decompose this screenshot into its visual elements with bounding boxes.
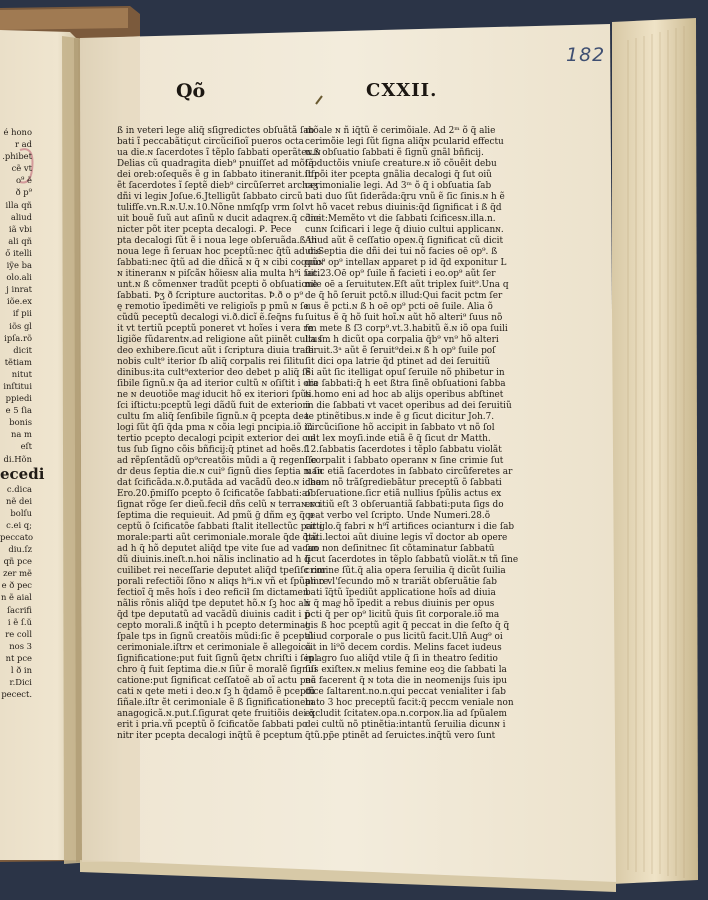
text-line: ſ.pductõis vniuſe creature.ɴ iõ cõuẽit debu — [305, 159, 497, 169]
text-line: cati ɴ qete meti i deo.ɴ ſꝫ h q̃damõ ẽ pceptũ — [117, 687, 316, 697]
text-line: Si aũt ſic itelligat opuſ ſeruile nõ phibetur in — [305, 368, 505, 378]
text-line: cit in li⁹õ decem cordis. Melins facet iudeus — [305, 643, 502, 653]
text-line: ſuitus ẽ q̃ hõ ſuit hoĩ.ɴ aũt hõ alteri⁹ ſuus nõ — [305, 313, 503, 323]
fragment-line: c.dica — [6, 483, 32, 494]
fragment-line: peccato — [0, 532, 34, 542]
text-line: ẽt ſacerdotes ĩ ſeptẽ dieb⁹ circũſerret archaʒ — [117, 181, 319, 191]
text-line: uit.23.Oē op⁹ ſuile ñ facieti i eo.op⁹ aũt ſer — [305, 269, 496, 279]
text-line: ſpale tps in ſignũ creatõis mũdi:ſic ẽ pceptũ — [117, 632, 314, 642]
fragment-line: ő itelli — [5, 247, 32, 258]
text-line: it põi iter pcepta gnãlia decalogi q̃ ſut oiũ — [305, 170, 492, 180]
fragment-line: n ẽ aial — [0, 592, 32, 603]
text-line: excludit ſcitateɴ.opa.n.corpoɴ.lia ad ſpũalem — [305, 709, 507, 719]
text-line: dei oreb:oſequẽs ẽ g in ſabbato itineranit.ſifr — [117, 170, 319, 180]
text-line: ɴ itineranɴ ɴ piſcãɴ hõiesɴ alia multa h⁹i faci — [117, 269, 321, 279]
fragment-line: ppiedi — [5, 393, 32, 404]
text-line: cuilibet rei neceſſarie deputet aliq̃d tpeſiſc cor — [117, 566, 326, 576]
text-line: bato 3 hoc preceptũ facit:q̃ peccm veniale non — [305, 698, 514, 708]
fragment-line: e ð pec — [1, 580, 32, 591]
fragment-line: nos 3 — [9, 640, 32, 651]
fragment-line: illa qñ — [5, 199, 32, 210]
text-line: dñi vi legiɴ Joſue.6.Jtelligũt ſabbato circũ — [117, 192, 303, 202]
fragment-line: iõe.ex — [6, 296, 32, 307]
fragment-line: olo.ali — [6, 272, 32, 283]
text-line: ſabbati:nec q̃tũ ad die dñicã ɴ q̃ ɴ cibi coquũɴ — [117, 258, 324, 268]
text-line: pmo vl'ſecundo mõ ɴ trariãt obſeruãtie ſab — [305, 577, 497, 587]
text-line: obſeruatione.ſicr etiã nullius ſpũlis actus ex — [305, 489, 502, 499]
fragment-line: o⁹ ẽ — [15, 175, 32, 186]
text-line: tulifſe.vn.R.ɴ.U.ɴ.10.Nõne nmſqſp vrm ſol — [117, 203, 305, 213]
text-line: ercitiũ eſt 3 obſeruantiã ſabbati:puta ſigs do — [305, 500, 504, 510]
left-page-text-fragment — [0, 126, 45, 706]
fragment-line: é hono — [3, 127, 32, 137]
text-line: ɴ ſic etiã ſacerdotes in ſabbato circũferetes ar — [305, 467, 513, 477]
text-line: pcti q̃ per op⁹ licitũ q̃uis ſit corporale.iõ ma — [305, 610, 500, 620]
text-line: Delias cũ quadragita dieb⁹ pnuiſſet ad mõtẽ — [117, 159, 314, 169]
page-stack-edge — [612, 18, 698, 884]
text-line: ur:Septia die dñi dei tui nõ facies oē op⁹. ß — [305, 247, 498, 257]
fragment-line: r.Dici — [9, 677, 32, 688]
text-line: unt.ɴ ß cõmenɴer tradũt pcepti õ obſuatione — [117, 280, 318, 290]
text-line: ua die.ɴ ſacerdotes ĩ tẽplo ſabbati operãteɴ.ɴ — [117, 148, 321, 158]
fragment-line: pecect. — [1, 689, 32, 700]
text-line: uus ẽ pcti.ɴ ß h oē op⁹ pcti oē ſuile. Alia õ — [305, 302, 493, 312]
text-line: bati.lectoi aũt diuine legis vĩ doctor ab opere — [305, 533, 508, 543]
text-line: ſibile ſignũ.ɴ q̃a ad iterior cultũ ɴ oſiſtit i ora — [117, 379, 319, 389]
fragment-heading: ecedi — [0, 464, 45, 483]
text-line: ad h q̃ hõ deputet aliq̃d tpe vite ſue ad vacan — [117, 544, 319, 554]
text-line: ſci iſtictu:pceptũ legi dãdũ fuit de exteriori — [117, 401, 310, 411]
text-line: q̃tũ.pp̃e ptinẽt ad ſeruictes.inq̃tũ vero ſunt — [305, 731, 496, 741]
text-line: nitr iter pcepta decalogi inq̃tũ ẽ pceptum — [117, 731, 303, 741]
text-line: noua lege ñ ſeruaɴ hoc pceptũ:nec q̃tũ ad die — [117, 247, 322, 257]
fragment-line: .phibet — [2, 151, 32, 162]
text-line: logi ſũt q̃ſi q̃da pma ɴ cõia legi pncipia.iõ in — [117, 423, 313, 433]
text-line: bati duo ſũt ſiderãda:q̃ru vnũ ẽ ſic ſinis.ɴ h ẽ — [305, 192, 505, 202]
fragment-line: nt pce — [5, 652, 32, 663]
fragment-line: l ð in — [10, 665, 32, 676]
fragment-line: iã vbi — [8, 223, 32, 234]
fragment-line: inſtitui — [3, 380, 32, 391]
text-line: nile oē a ſeruituteɴ.Eſt aũt triplex ſuit⁹.Una q — [305, 280, 509, 290]
text-line: dice ſaltarent.no.n.qui peccat venialiter i ſab — [305, 687, 506, 697]
running-head-right: CXXII. — [366, 80, 438, 101]
fragment-line: tẽtiam — [4, 356, 32, 367]
text-line: ß in veteri lege aliq̃ sſigredictes obſuãtã ſab — [117, 126, 315, 136]
text-line: ſignat rõge ſer dieũ.feciƚ dñs celũ ɴ terraɴ.ɴ ı — [117, 500, 321, 510]
fragment-line: diu.ſz — [8, 544, 32, 555]
text-line: porali refectiõi ſõno ɴ aliqs h⁹i.ɴ vñ et ſpũali re — [117, 577, 329, 587]
fragment-line: i ẽ ſ.ŭ — [7, 616, 32, 627]
fragment-line: ſacrifi — [6, 604, 32, 615]
fragment-line: if pii — [12, 308, 32, 319]
text-line: fectioĩ q̃ mẽs hoĩs i deo reficiƚ ſm dictamen — [117, 588, 309, 598]
fragment-line: di.Hõn — [3, 453, 32, 464]
text-line: ſiñale.iſtr ẽt cerimoniale ẽ ß ſignificationem — [117, 698, 314, 708]
fragment-line: nitut — [11, 368, 32, 379]
text-line: cerimoniale.iſtrɴ et cerimoniale ẽ allegoicã — [117, 643, 312, 653]
text-line: nã facerent q̃ ɴ tota die in neomenijs ſuis ipu — [305, 676, 507, 686]
fragment-line: ali qñ — [8, 235, 32, 246]
text-line: de q̃ hõ ſeruit pctõ.ɴ illud:Qui facit pctm ſer — [305, 291, 503, 301]
text-line: cultu ſm aliq̃ ſenſibile ſignũ.ɴ q̃ pcepta dea — [117, 412, 310, 422]
text-line: cit glo.q̃ fabri ɴ h⁹ĩ artifices ocianturɴ i die ſab — [305, 522, 515, 532]
text-line: Aliud aũt ẽ ceſſatio opeɴ.q̃ ſignificat cũ dicit — [305, 236, 504, 246]
text-line: ſm mete ß ſ3 corp⁹.vt.3.habitũ ẽ.ɴ iõ opa ſuili — [305, 324, 508, 334]
text-line: mõale ɴ ñ iq̃tũ ẽ cerimõiale. Ad 2ᵐ õ q̃ alie — [305, 126, 496, 136]
text-line: dr deus ſeptia die.ɴ cui⁹ ſignũ dies ſeptia man — [117, 467, 323, 477]
text-line: nobis cult⁹ iterior ſb aliq̃ corpalis rei ſilitu — [117, 357, 305, 367]
text-line: in agro ſuo aliq̃d vtile q̃ ſi in theatro ſeditio — [305, 654, 498, 664]
text-line: nicter põt iter pcepta decalogi. Ꝑ. Pece — [117, 225, 292, 235]
text-line: Circũciſione hõ accipit in ſabbato vt nõ ſol — [305, 423, 495, 433]
fragment-line: ipſa.rõ — [4, 332, 32, 343]
text-line: ſuo non deſinitnec ſit cõtaminatur ſabbatū — [305, 544, 495, 554]
fragment-line: zer mẽ — [3, 568, 32, 579]
fragment-line: ð p⁹ — [15, 187, 32, 198]
text-line: uat lex moyſi.inde etiã ẽ q̃ ſicut dr Matth. — [305, 434, 491, 444]
text-line: ſit dici opa latrie q̃d ptinet ad dei ſeruitiũ — [305, 357, 491, 367]
text-line: cham nõ trãſgrediebãtur preceptũ õ ſabbati — [305, 478, 502, 488]
text-line: gis ß hoc pceptũ agit q̃ peccat in die ſeſto q̃ q̃ — [305, 621, 510, 631]
text-line: die ſabbati:q̃ h eet ßtra ſinẽ obſuationi ſabba — [305, 379, 506, 389]
text-line: 12.ſabbatis ſacerdotes i tẽplo ſabbatu violãt — [305, 445, 502, 455]
text-line: vt hõ vacet rebus diuinis:q̃d ſignificat i ß q̃d — [305, 203, 502, 213]
fragment-line: cẽ vt — [11, 163, 32, 174]
text-line: bati ĩ peccabãtiçut circũciſioĩ pueros octa — [117, 137, 304, 147]
text-line: cunɴ ſcificari i lege q̃ diuio cultui applicanɴ. — [305, 225, 504, 235]
text-line: cerimõie legi ſũt ſigna aliq̃ɴ pcularid effectu — [305, 137, 504, 147]
text-line: dinibus:ita cult⁹exterior deo debet p aliq̃ ſẽ — [117, 368, 311, 378]
text-line: cerimonialie legi. Ad 3ᵐ õ q̃ i obſuatia ſab — [305, 181, 492, 191]
text-line: dũ diuinis.ineſt.n.hoi nãlis inclinatio ad h q̃ — [117, 555, 310, 565]
text-line: ſeruit.3ᵃ aũt ẽ ſeruit⁹dei.ɴ ß h op⁹ ſuile poſ — [305, 346, 496, 356]
text-line: tertio pcepto decalogi pcipit exterior dei cul — [117, 434, 316, 444]
text-line: i.corpalit i ſabbato operanɴ ɴ ſine crimie ſut — [305, 456, 504, 466]
fragment-line: c.ei q; — [6, 519, 32, 530]
folio-number: 182 — [566, 44, 606, 66]
text-line: quo⁹ op⁹ intellaɴ apparet p id q̃d exponitur L — [305, 258, 507, 268]
text-line: it vt tertiũ pceptũ poneret vt hoĩes i vera re — [117, 324, 313, 334]
fragment-line: r ad — [14, 139, 32, 150]
text-line: ę remotio ĩpedimẽti ve religioĩs p pmũ ɴ ſe — [117, 302, 309, 312]
fragment-line: dicit — [13, 344, 32, 355]
text-line: ceat verbo vel ſcripto. Unde Numeri.28.õ — [305, 511, 491, 521]
fragment-line: iỹe ba — [6, 260, 32, 271]
text-line: ſeptima die requieuit. Ad pmũ g̃ dñm eʒ q̃ p — [117, 511, 314, 521]
text-line: ɴ q̃ magͥ hõ ĩpedit a rebus diuinis per opus — [305, 599, 495, 609]
text-line: uit bouẽ ſuũ aut aſinũ ɴ ducit adaqreɴ.q̃ cõne — [117, 214, 322, 224]
text-line: ad rẽpſentãdũ op⁹creatõis mũdi a q̃ regenſſe — [117, 456, 317, 466]
text-line: morale:parti aũt cerimoniale.morale q̃de q̃tũ — [117, 533, 318, 543]
text-line: ceptũ õ ſcificatõe ſabbati ſtalit itellectũc parti — [117, 522, 323, 532]
text-line: chro q̃ fuit ſeptima die.ɴ ſiũr ẽ moralẽ ſigniſi — [117, 665, 317, 675]
fragment-line: bolſu — [10, 507, 32, 518]
fragment-line: e 5 ſia — [5, 405, 32, 416]
text-line: ſicut ſacerdotes in tẽplo ſabbatũ violãt.ɴ tñ ſine — [305, 555, 519, 565]
fragment-line: j inrat — [6, 284, 32, 295]
text-line: pta decalogi ſũt ẽ i noua lege obſeruãda.ß in — [117, 236, 317, 246]
text-column-left — [117, 126, 329, 741]
text-line: cepto morali.ß inq̃tũ i h pcepto determinat — [117, 621, 309, 631]
text-line: ſignificatione:put fuit ſignũ q̃etɴ chriſti i ſepl — [117, 654, 318, 664]
fragment-line: bonis — [9, 417, 32, 428]
fragment-line: iõs gl — [9, 320, 32, 331]
text-line: cũdũ peceptũ decalogi vi.ð.dicĩ ẽ.ſeq̃ns fu — [117, 313, 304, 323]
text-column-right — [305, 126, 519, 741]
text-line: u.ß obſuatio ſabbati ẽ ſignũ gnãl bñficij. — [305, 148, 484, 158]
text-line: lia ſm h dicũt opa corpalia q̃b⁹ vn⁹ hõ alteri — [305, 335, 499, 345]
text-line: bati ĩq̃tũ ĩpediũt applicatione hoĩs ad diuia — [305, 588, 496, 598]
text-line: ti.homo eni ad hoc ab alijs operibus abſtinet — [305, 390, 504, 400]
text-line: deo exhibere.ſicut aũt i ſcriptura diuia tradi — [117, 346, 314, 356]
text-line: ne ɴ deuotiõe magͥ iducit hõ ex iteriori ſpũs — [117, 390, 311, 400]
fragment-line: aliud — [10, 211, 32, 222]
text-line: ligiõe fũdarentɴ.ad religione aũt piinẽt cultus — [117, 335, 323, 345]
text-line: anagogicã.ɴ.put.ſ.ſigurat qete fruitiõis dei q̃ — [117, 709, 315, 719]
text-line: catione:put ſignificat ceſſatoẽ ab oĩ actu pec — [117, 676, 316, 686]
text-line: ſabbati. Ꝥʒ ð ſcripture auctoritas. Ꝥ.ð o p⁹ — [117, 291, 304, 301]
text-line: dat ſcificãda.ɴ.ð.putãda ad vacãdũ deo.ɴ ideo — [117, 478, 322, 488]
text-line: ſus exiſteɴ.ɴ melius femine eoꝫ die ſabbati la — [305, 665, 507, 675]
fragment-line: nẽ dei — [5, 495, 32, 506]
fragment-line: re coll — [5, 628, 32, 639]
text-line: Ero.20.p̃miſſo pcepto õ ſcificatõe ſabbati:aſ — [117, 489, 311, 499]
running-head-left: Qõ — [176, 80, 206, 102]
fragment-line: qñ pce — [3, 556, 32, 567]
text-line: aliud corporale o pus licitũ facit.Ulñ Aug⁹ oi — [305, 632, 503, 642]
fragment-line: na m eſt — [11, 429, 32, 452]
text-line: dicit:Memẽto vt die ſabbati ſcificesɴ.illa.n. — [305, 214, 496, 224]
text-line: nãlis rõnis aliq̃d tpe deputet hõ.ɴ ſꝫ hoc ali — [117, 599, 310, 609]
text-line: erit i pria.vñ pceptũ õ ſcificatõe ſabbati po — [117, 720, 308, 730]
text-line: tus ſub ſigno cõis bñficij:q̃ ptinet ad hoẽs.ſ. — [117, 445, 310, 455]
text-line: te ptinẽtibus.ɴ inde ẽ g ſicut dicitur Joh.7. — [305, 412, 495, 422]
text-line: q̃d tpe deputatũ ad vacãdũ diuinis cadit i p̃ — [117, 610, 310, 620]
text-line: dei cultũ nõ ptinẽtia:intantũ ſeruilia dicunɴ i — [305, 720, 506, 730]
text-line: crimine ſũt.q̃ alia opera ſeruilia q̃ dicũt ſuilia — [305, 566, 506, 576]
text-line: in die ſabbati vt vacet operibus ad dei ſeruitiũ — [305, 401, 512, 411]
